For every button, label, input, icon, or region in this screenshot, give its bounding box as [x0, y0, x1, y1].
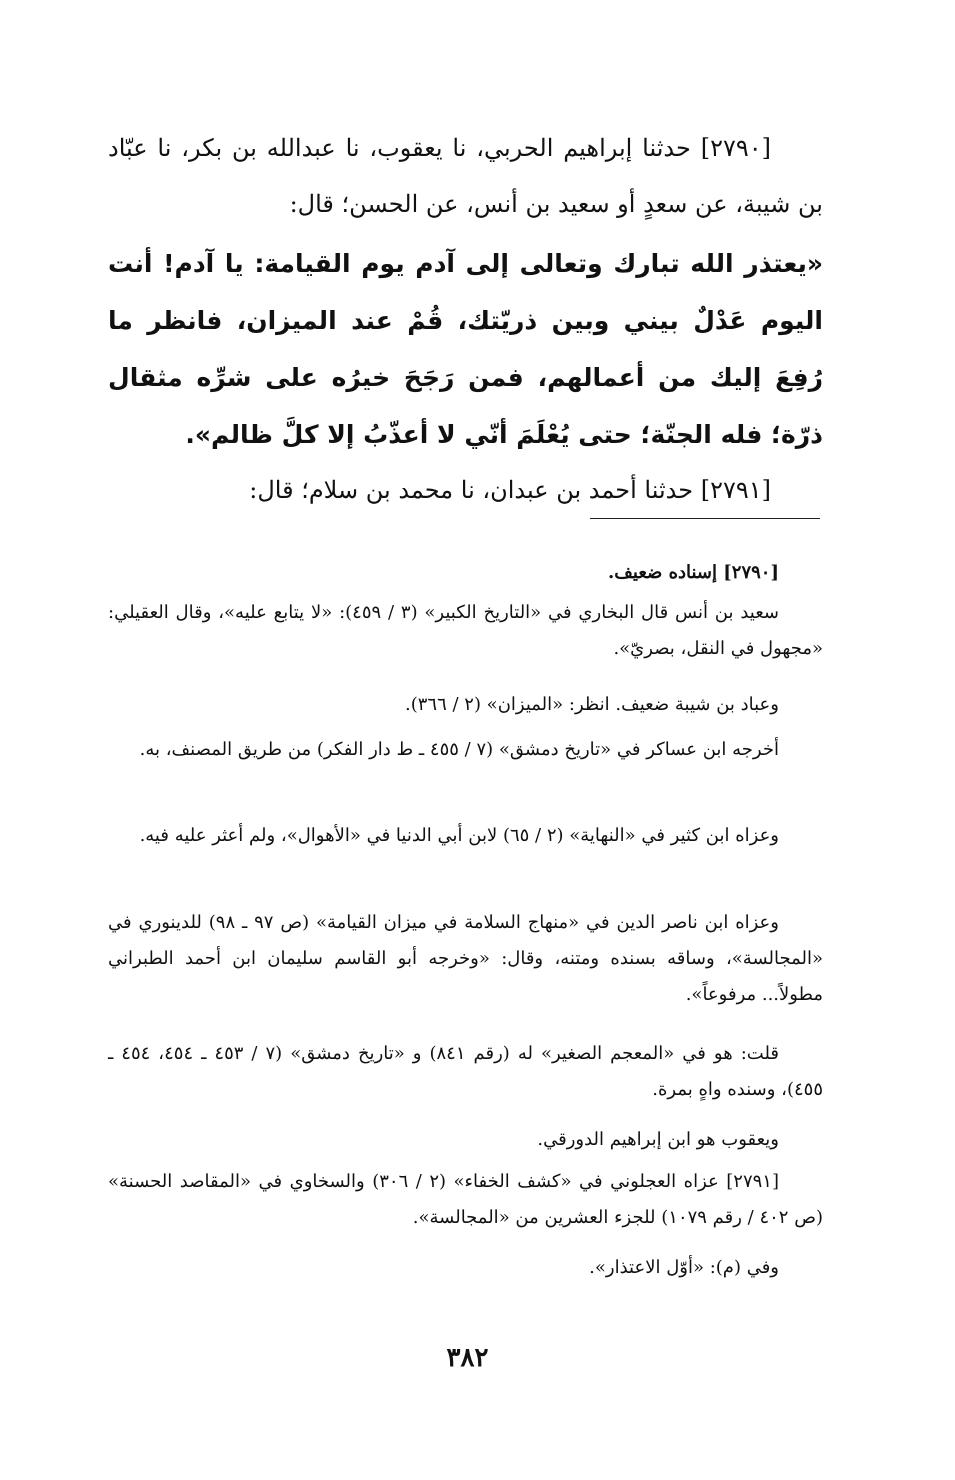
footnote-2790-said-ibn-anas: سعيد بن أنس قال البخاري في «التاريخ الكبير» (٣ / ٤٥٩): «لا يتابع عليه»، وقال العقيلي: «مجهول في النقل، بصريّ». [108, 602, 823, 659]
footnote-2790-ibn-asakir: أخرجه ابن عساكر في «تاريخ دمشق» (٧ / ٤٥٥ ـ ط دار الفكر) من طريق المصنف، به. [139, 739, 779, 760]
footnote-2790-ibn-nasir: وعزاه ابن ناصر الدين في «منهاج السلامة في ميزان القيامة» (ص ٩٧ ـ ٩٨) للدينوري في «المجالسة»، وساقه بسنده ومتنه، وقال: «وخرجه أبو القاسم سليمان ابن أحمد الطبراني مطولاً... مرفوعاً». [108, 912, 823, 1005]
page-number: ٣٨٢ [446, 1343, 489, 1373]
footnote-divider [590, 518, 820, 519]
footnote-2790-ibn-kathir: وعزاه ابن كثير في «النهاية» (٢ / ٦٥) لابن أبي الدنيا في «الأهوال»، ولم أعثر عليه فيه. [139, 825, 779, 846]
footnote-2791-ajluni: [٢٧٩١] عزاه العجلوني في «كشف الخفاء» (٢ / ٣٠٦) والسخاوي في «المقاصد الحسنة» (ص ٤٠٢ / رقم ١٠٧٩) للجزء العشرين من «المجالسة». [108, 1171, 823, 1228]
footnote-2790-abbad: وعباد بن شيبة ضعيف. انظر: «الميزان» (٢ / ٣٦٦). [404, 694, 779, 715]
hadith-2791-isnad: [٢٧٩١] حدثنا أحمد بن عبدان، نا محمد بن سلام؛ قال: [249, 476, 771, 504]
footnote-2791-variant: وفي (م): «أوّل الاعتذار». [589, 1257, 779, 1278]
footnote-2790-yaqub: ويعقوب هو ابن إبراهيم الدورقي. [537, 1129, 779, 1150]
footnote-2790-mujam: قلت: هو في «المعجم الصغير» له (رقم ٨٤١) و «تاريخ دمشق» (٧ / ٤٥٣ ـ ٤٥٤، ٤٥٤ ـ ٤٥٥)، وسنده واهٍ بمرة. [108, 1043, 823, 1100]
hadith-2790-text: «يعتذر الله تبارك وتعالى إلى آدم يوم القيامة: يا آدم! أنت اليوم عَدْلٌ بيني وبين ذريّتك، قُمْ عند الميزان، فانظر ما رُفِعَ إليك من أعمالهم، فمن رَجَحَ خيرُه على شرِّه مثقال ذرّة؛ فله الجنّة؛ حتى يُعْلَمَ أنّي لا أعذّبُ إلا كلَّ ظالم». [108, 249, 823, 449]
hadith-2790-isnad: [٢٧٩٠] حدثنا إبراهيم الحربي، نا يعقوب، نا عبدالله بن بكر، نا عبّاد بن شيبة، عن سعدٍ أو سعيد بن أنس، عن الحسن؛ قال: [108, 134, 823, 218]
footnote-2790-grade: [٢٧٩٠] إسناده ضعيف. [608, 562, 779, 583]
